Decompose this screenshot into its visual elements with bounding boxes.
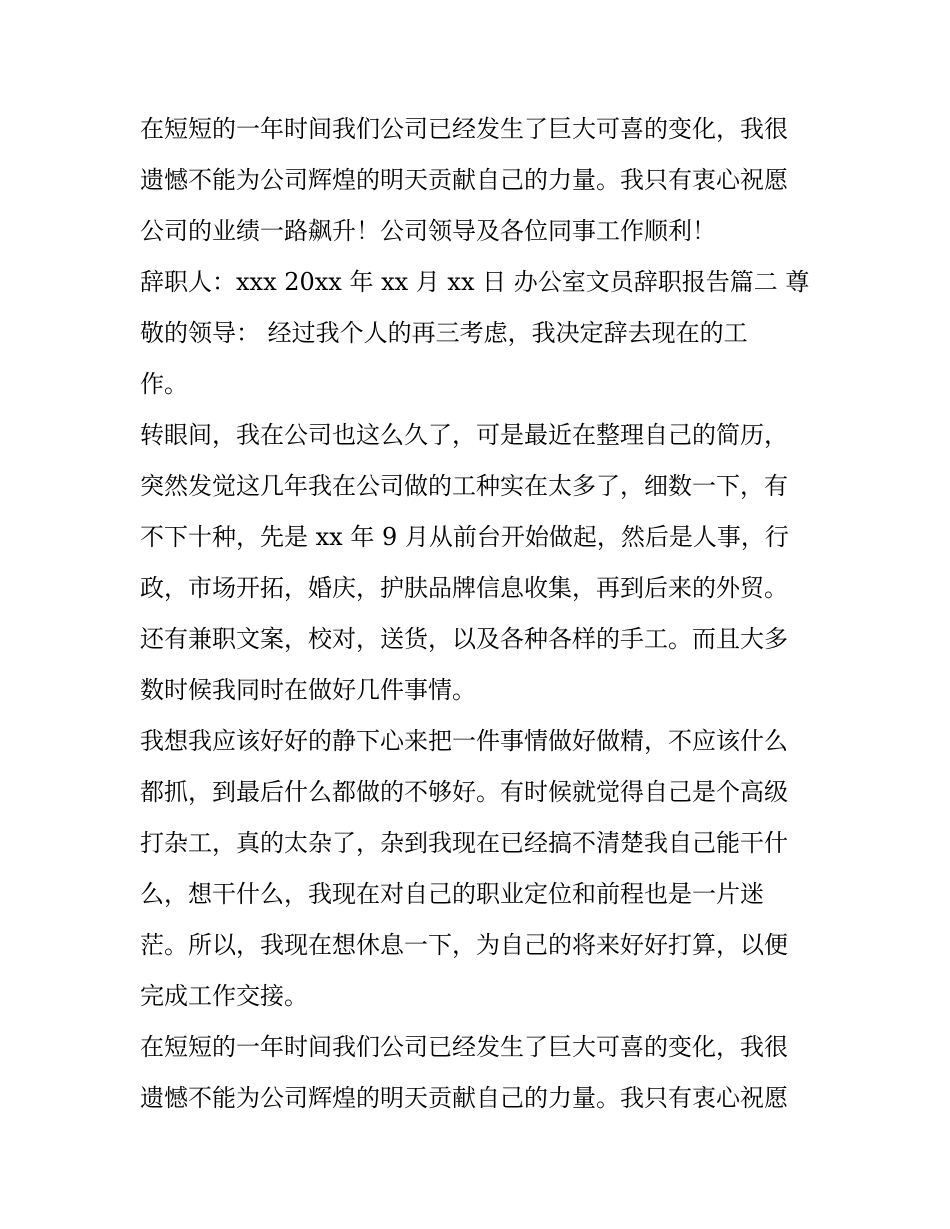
text-line: 在短短的一年时间我们公司已经发生了巨大可喜的变化，我很 — [140, 1033, 788, 1061]
text-line: 作。 — [140, 370, 188, 398]
text-line: 都抓，到最后什么都做的不够好。有时候就觉得自己是个高级 — [140, 778, 788, 806]
text-line: 数时候我同时在做好几件事情。 — [140, 676, 476, 704]
text-line: 政，市场开拓，婚庆，护肤品牌信息收集，再到后来的外贸。 — [140, 574, 788, 602]
text-line: 完成工作交接。 — [140, 982, 308, 1010]
text-line: 转眼间，我在公司也这么久了，可是最近在整理自己的简历， — [140, 421, 788, 449]
text-line: 不下十种，先是 xx 年 9 月从前台开始做起，然后是人事，行 — [140, 523, 789, 551]
text-line: 辞职人：xxx 20xx 年 xx 月 xx 日 办公室文员辞职报告篇二 尊 — [140, 268, 810, 296]
text-line: 在短短的一年时间我们公司已经发生了巨大可喜的变化，我很 — [140, 115, 788, 143]
text-line: 我想我应该好好的静下心来把一件事情做好做精，不应该什么 — [140, 727, 788, 755]
text-line: 还有兼职文案，校对，送货，以及各种各样的手工。而且大多 — [140, 625, 788, 653]
text-line: 敬的领导： 经过我个人的再三考虑，我决定辞去现在的工 — [140, 319, 748, 347]
text-line: 么，想干什么，我现在对自己的职业定位和前程也是一片迷 — [140, 880, 764, 908]
text-line: 茫。所以，我现在想休息一下，为自己的将来好好打算，以便 — [140, 931, 788, 959]
text-line: 遗憾不能为公司辉煌的明天贡献自己的力量。我只有衷心祝愿 — [140, 1084, 788, 1112]
text-line: 突然发觉这几年我在公司做的工种实在太多了，细数一下，有 — [140, 472, 788, 500]
text-line: 打杂工，真的太杂了，杂到我现在已经搞不清楚我自己能干什 — [140, 829, 788, 857]
text-line: 遗憾不能为公司辉煌的明天贡献自己的力量。我只有衷心祝愿 — [140, 166, 788, 194]
text-line: 公司的业绩一路飙升！公司领导及各位同事工作顺利！ — [140, 217, 716, 245]
document-body — [140, 104, 820, 1124]
